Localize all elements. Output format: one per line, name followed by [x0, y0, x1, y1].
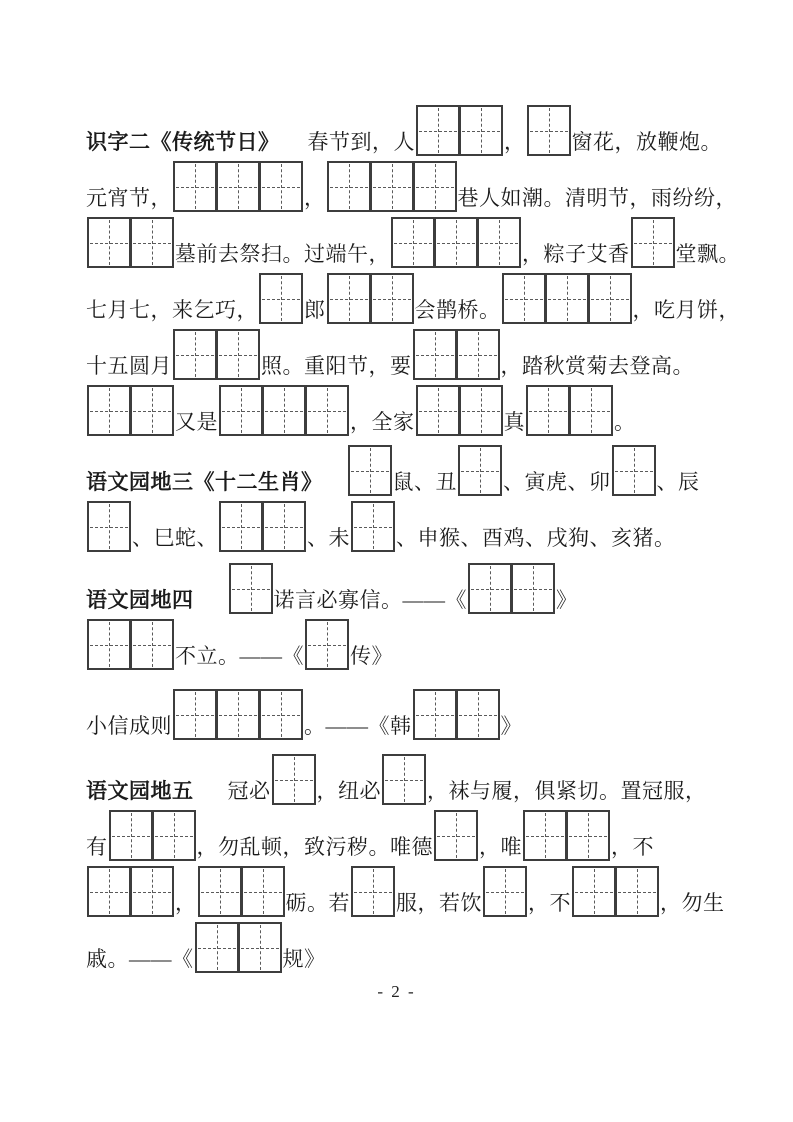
text-run: ，纽必 — [316, 779, 381, 803]
char-writing-box — [238, 922, 282, 973]
char-writing-box — [259, 161, 303, 212]
char-writing-box — [130, 619, 174, 670]
char-writing-box — [526, 385, 570, 436]
worksheet-line — [86, 323, 737, 379]
answer-box-group — [87, 619, 174, 670]
char-writing-box — [87, 385, 131, 436]
answer-box-group — [109, 810, 196, 861]
text-run: 真 — [503, 410, 525, 434]
answer-box-group — [572, 866, 659, 917]
char-writing-box — [434, 217, 478, 268]
char-writing-box — [477, 217, 521, 268]
answer-box-group — [631, 217, 675, 268]
text-run: 有 — [86, 835, 108, 859]
section-title: 语文园地三《十二生肖》 — [86, 471, 323, 494]
worksheet-line — [86, 155, 737, 211]
char-writing-box — [382, 754, 426, 805]
answer-box-group — [173, 329, 260, 380]
answer-box-group — [468, 563, 555, 614]
char-writing-box — [219, 385, 263, 436]
worksheet-line — [86, 916, 737, 972]
answer-box-group — [305, 619, 349, 670]
answer-box-group — [348, 445, 392, 496]
text-run: 、巳蛇、 — [132, 526, 218, 550]
char-writing-box — [348, 445, 392, 496]
char-writing-box — [195, 922, 239, 973]
section-title: 识字二《传统节日》 — [86, 131, 280, 154]
text-run: 十五圆月 — [86, 354, 172, 378]
text-run: 》 — [500, 714, 522, 738]
text-run: 不立。——《 — [175, 644, 304, 668]
char-writing-box — [434, 810, 478, 861]
worksheet-line — [86, 683, 737, 739]
text-run: 》 — [556, 588, 578, 612]
char-writing-box — [413, 329, 457, 380]
char-writing-box — [173, 689, 217, 740]
text-run: 、辰 — [656, 470, 700, 494]
worksheet-line — [86, 379, 737, 435]
text-run: ，唯 — [479, 835, 522, 859]
char-writing-box — [631, 217, 675, 268]
char-writing-box — [416, 385, 460, 436]
char-writing-box — [305, 385, 349, 436]
text-run: 。——《韩 — [304, 714, 412, 738]
char-writing-box — [272, 754, 316, 805]
char-writing-box — [305, 619, 349, 670]
char-writing-box — [87, 217, 131, 268]
text-run: ，全家 — [350, 410, 415, 434]
answer-box-group — [502, 273, 632, 324]
answer-box-group — [391, 217, 521, 268]
text-run: ， — [304, 186, 326, 210]
char-writing-box — [612, 445, 656, 496]
char-writing-box — [351, 501, 395, 552]
spacer — [194, 612, 228, 613]
answer-box-group — [351, 866, 395, 917]
char-writing-box — [502, 273, 546, 324]
answer-box-group — [458, 445, 502, 496]
text-run: 砺。若 — [285, 891, 350, 915]
answer-box-group — [413, 329, 500, 380]
char-writing-box — [413, 161, 457, 212]
char-writing-box — [173, 161, 217, 212]
char-writing-box — [259, 273, 303, 324]
text-run: 会鹊桥。 — [414, 298, 501, 322]
answer-box-group — [219, 385, 349, 436]
text-run: 、申猴、酉鸡、戌狗、亥猪。 — [396, 526, 676, 550]
char-writing-box — [87, 501, 131, 552]
text-run: 诺言必寡信。——《 — [273, 588, 467, 612]
char-writing-box — [569, 385, 613, 436]
text-run: 堂飘。 — [675, 242, 740, 266]
char-writing-box — [391, 217, 435, 268]
section-title: 语文园地四 — [86, 589, 194, 612]
char-writing-box — [468, 563, 512, 614]
text-run: 春节到，人 — [307, 130, 415, 154]
char-writing-box — [262, 385, 306, 436]
char-writing-box — [259, 689, 303, 740]
answer-box-group — [523, 810, 610, 861]
text-run: 、寅虎、卯 — [503, 470, 611, 494]
text-run: 郎 — [304, 298, 326, 322]
text-run: 窗花，放鞭炮。 — [571, 130, 722, 154]
answer-box-group — [272, 754, 316, 805]
worksheet-line — [86, 439, 737, 495]
char-writing-box — [229, 563, 273, 614]
answer-box-group — [219, 501, 306, 552]
text-run: 七月七，来乞巧， — [86, 298, 258, 322]
char-writing-box — [216, 329, 260, 380]
char-writing-box — [458, 445, 502, 496]
text-run: ，不 — [528, 891, 571, 915]
text-run: ，勿生 — [660, 891, 725, 915]
char-writing-box — [527, 105, 571, 156]
worksheet-line — [86, 99, 737, 155]
worksheet-line — [86, 804, 737, 860]
char-writing-box — [216, 161, 260, 212]
text-run: 、未 — [307, 526, 350, 550]
char-writing-box — [173, 329, 217, 380]
text-run: ，吃月饼， — [632, 298, 740, 322]
char-writing-box — [523, 810, 567, 861]
answer-box-group — [327, 161, 457, 212]
answer-box-group — [327, 273, 414, 324]
text-run: 鼠、丑 — [392, 470, 457, 494]
answer-box-group — [259, 273, 303, 324]
page-number: - 2 - — [377, 982, 416, 1001]
char-writing-box — [416, 105, 460, 156]
answer-box-group — [351, 501, 395, 552]
answer-box-group — [526, 385, 613, 436]
answer-box-group — [527, 105, 571, 156]
char-writing-box — [459, 105, 503, 156]
char-writing-box — [511, 563, 555, 614]
answer-box-group — [612, 445, 656, 496]
worksheet-line — [86, 267, 740, 323]
text-run: 规》 — [282, 947, 326, 971]
spacer — [280, 154, 308, 155]
answer-box-group — [173, 161, 303, 212]
char-writing-box — [130, 385, 174, 436]
char-writing-box — [327, 161, 371, 212]
answer-box-group — [483, 866, 527, 917]
text-run: ， — [175, 891, 197, 915]
answer-box-group — [416, 385, 503, 436]
char-writing-box — [198, 866, 242, 917]
char-writing-box — [241, 866, 285, 917]
text-run: 元宵节， — [86, 186, 172, 210]
worksheet-line — [86, 748, 737, 804]
answer-box-group — [382, 754, 426, 805]
char-writing-box — [456, 689, 500, 740]
text-run: 服，若饮 — [396, 891, 482, 915]
char-writing-box — [588, 273, 632, 324]
section-title: 语文园地五 — [86, 780, 194, 803]
answer-box-group — [87, 866, 174, 917]
char-writing-box — [327, 273, 371, 324]
worksheet-line — [86, 613, 737, 669]
text-run: 。 — [614, 410, 636, 434]
char-writing-box — [370, 161, 414, 212]
worksheet-line — [86, 557, 737, 613]
answer-box-group — [173, 689, 303, 740]
answer-box-group — [413, 689, 500, 740]
worksheet-line — [86, 211, 740, 267]
answer-box-group — [434, 810, 478, 861]
answer-box-group — [195, 922, 282, 973]
text-run: ，不 — [611, 835, 654, 859]
answer-box-group — [416, 105, 503, 156]
char-writing-box — [87, 866, 131, 917]
char-writing-box — [370, 273, 414, 324]
char-writing-box — [216, 689, 260, 740]
text-run: ， — [504, 130, 526, 154]
worksheet-line — [86, 495, 737, 551]
char-writing-box — [413, 689, 457, 740]
answer-box-group — [87, 217, 174, 268]
answer-box-group — [87, 501, 131, 552]
text-run: 照。重阳节，要 — [261, 354, 412, 378]
text-run: 小信成则 — [86, 714, 172, 738]
char-writing-box — [566, 810, 610, 861]
char-writing-box — [615, 866, 659, 917]
answer-box-group — [198, 866, 285, 917]
char-writing-box — [219, 501, 263, 552]
text-run: 巷人如潮。清明节，雨纷纷， — [457, 186, 737, 210]
text-run: ，勿乱顿，致污秽。唯德 — [196, 835, 433, 859]
text-run: ，踏秋赏菊去登高。 — [500, 354, 694, 378]
char-writing-box — [351, 866, 395, 917]
spacer — [323, 494, 347, 495]
spacer — [194, 803, 228, 804]
text-run: 传》 — [350, 644, 393, 668]
text-run: ，袜与履，俱紧切。置冠服， — [427, 779, 707, 803]
char-writing-box — [262, 501, 306, 552]
text-run: 戚。——《 — [86, 947, 194, 971]
char-writing-box — [572, 866, 616, 917]
answer-box-group — [87, 385, 174, 436]
char-writing-box — [130, 866, 174, 917]
char-writing-box — [152, 810, 196, 861]
text-run: 又是 — [175, 410, 218, 434]
text-run: 冠必 — [227, 779, 271, 803]
answer-box-group — [229, 563, 273, 614]
text-run: 墓前去祭扫。过端午， — [175, 242, 390, 266]
char-writing-box — [109, 810, 153, 861]
worksheet-line — [86, 860, 737, 916]
char-writing-box — [459, 385, 503, 436]
char-writing-box — [130, 217, 174, 268]
char-writing-box — [545, 273, 589, 324]
text-run: ，粽子艾香 — [522, 242, 630, 266]
char-writing-box — [87, 619, 131, 670]
char-writing-box — [456, 329, 500, 380]
char-writing-box — [483, 866, 527, 917]
